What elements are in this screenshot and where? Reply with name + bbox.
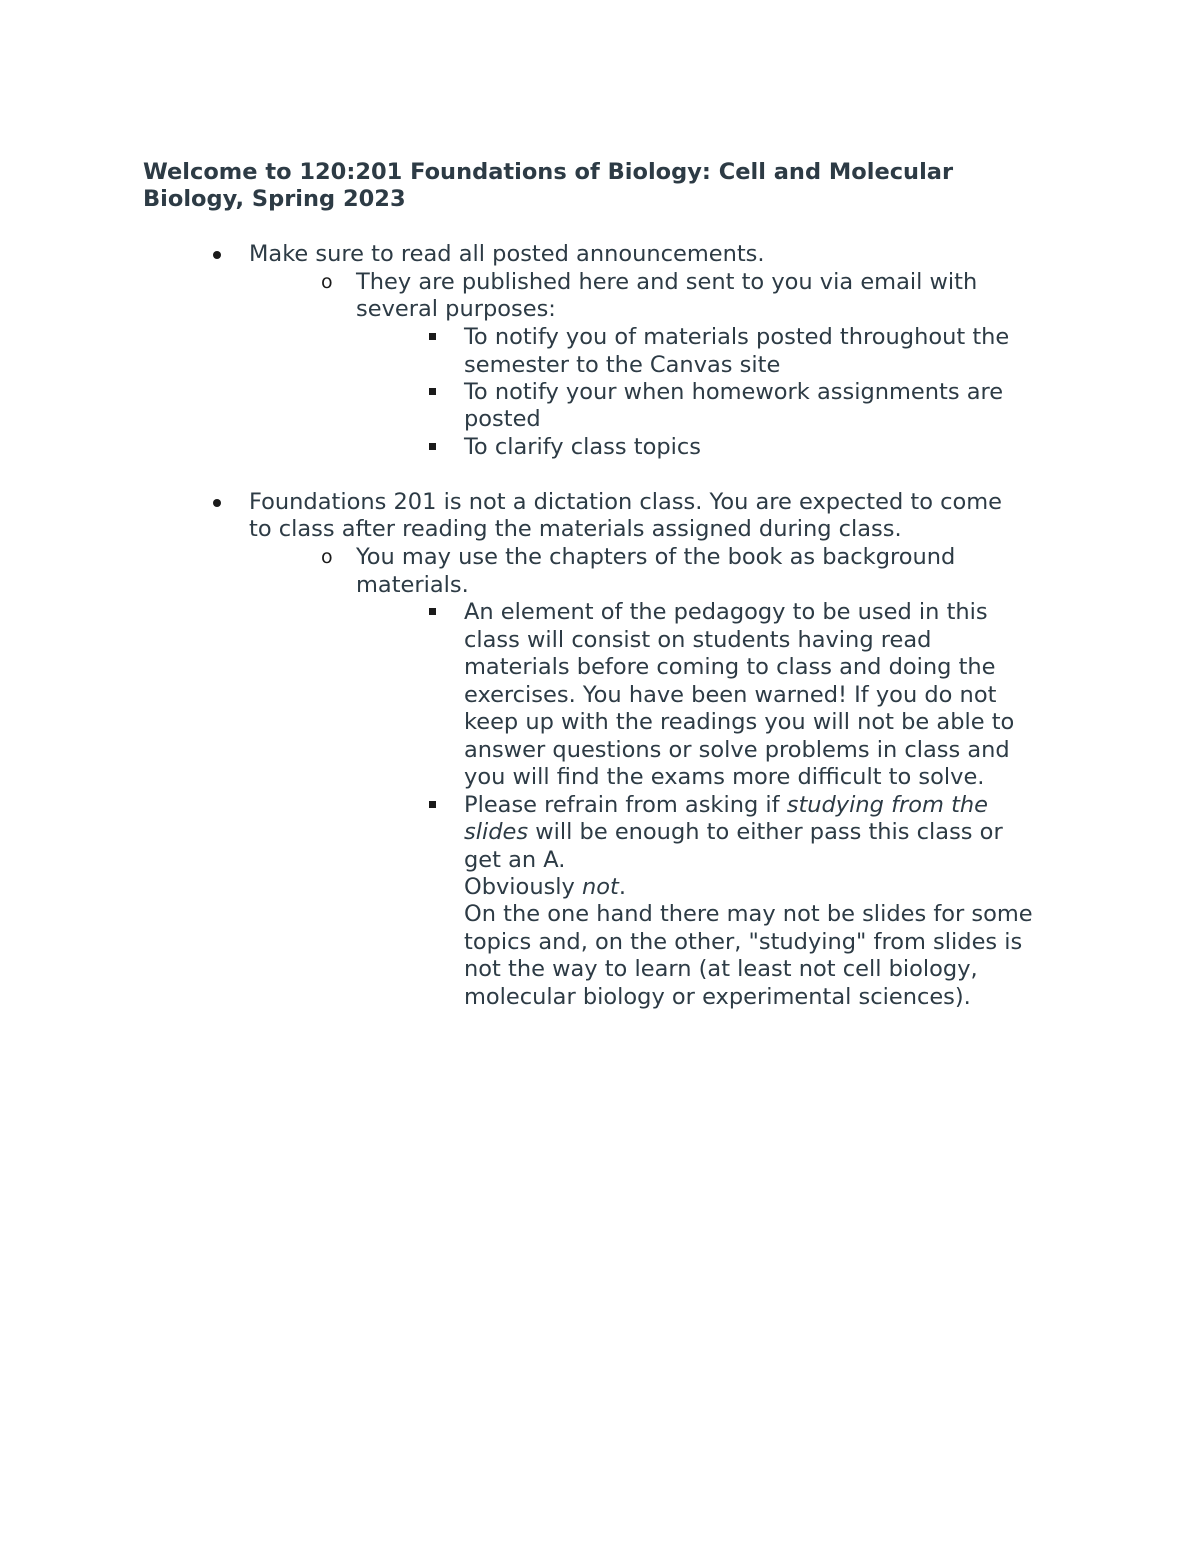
page-title-line-1: Welcome to 120:201 Foundations of Biology: Cell and Molecular (143, 159, 954, 185)
refrain-line-4 (464, 874, 626, 902)
refrain-line-2-italic: slides (464, 819, 529, 845)
purpose-item-1-line-2: semester to the Canvas site (464, 352, 781, 378)
refrain-line-6: topics and, on the other, "studying" from slides is (464, 929, 1023, 955)
bullet-dot-icon (213, 251, 221, 259)
list-item-dictation-line-2: to class after reading the materials assigned during class. (249, 516, 902, 542)
refrain-line-1 (464, 792, 988, 820)
sub-item-published-line-2: several purposes: (356, 296, 556, 322)
square-bullet-icon (429, 801, 436, 808)
refrain-line-4-text: Obviously (464, 874, 583, 900)
page-title-line-2: Biology, Spring 2023 (143, 186, 406, 212)
pedagogy-line-1: An element of the pedagogy to be used in this (464, 599, 988, 625)
refrain-line-4-italic: not (582, 874, 619, 900)
refrain-line-3: get an A. (464, 847, 566, 873)
refrain-line-1-italic: studying from the (786, 792, 988, 818)
refrain-line-7: not the way to learn (at least not cell biology, (464, 956, 978, 982)
refrain-line-2-text: will be enough to either pass this class or (528, 819, 1003, 845)
purpose-item-1-line-1: To notify you of materials posted throughout the (464, 324, 1010, 350)
square-bullet-icon (429, 388, 436, 395)
sub-item-chapters-line-1: You may use the chapters of the book as background (356, 544, 956, 570)
pedagogy-line-3: materials before coming to class and doing the (464, 654, 996, 680)
purpose-item-3: To clarify class topics (464, 434, 701, 460)
purpose-item-2-line-2: posted (464, 406, 541, 432)
refrain-line-1-text: Please refrain from asking if (464, 792, 787, 818)
sub-bullet-o-icon: o (321, 546, 333, 568)
pedagogy-line-6: answer questions or solve problems in class and (464, 737, 1010, 763)
purpose-item-2-line-1: To notify your when homework assignments are (464, 379, 1004, 405)
sub-item-published-line-1: They are published here and sent to you via email with (356, 269, 978, 295)
square-bullet-icon (429, 443, 436, 450)
pedagogy-line-4: exercises. You have been warned! If you do not (464, 682, 997, 708)
sub-bullet-o-icon: o (321, 271, 333, 293)
list-item-announcements: Make sure to read all posted announcements. (249, 241, 765, 267)
pedagogy-line-5: keep up with the readings you will not be able to (464, 709, 1015, 735)
square-bullet-icon (429, 608, 436, 615)
pedagogy-line-7: you will find the exams more difficult to solve. (464, 764, 985, 790)
refrain-line-8: molecular biology or experimental sciences). (464, 984, 971, 1010)
refrain-line-4-suffix: . (618, 874, 627, 900)
refrain-line-2 (464, 819, 1003, 847)
pedagogy-line-2: class will consist on students having read (464, 627, 932, 653)
square-bullet-icon (429, 333, 436, 340)
bullet-dot-icon (213, 499, 221, 507)
list-item-dictation-line-1: Foundations 201 is not a dictation class. You are expected to come (249, 489, 1003, 515)
sub-item-chapters-line-2: materials. (356, 572, 469, 598)
refrain-line-5: On the one hand there may not be slides for some (464, 901, 1033, 927)
